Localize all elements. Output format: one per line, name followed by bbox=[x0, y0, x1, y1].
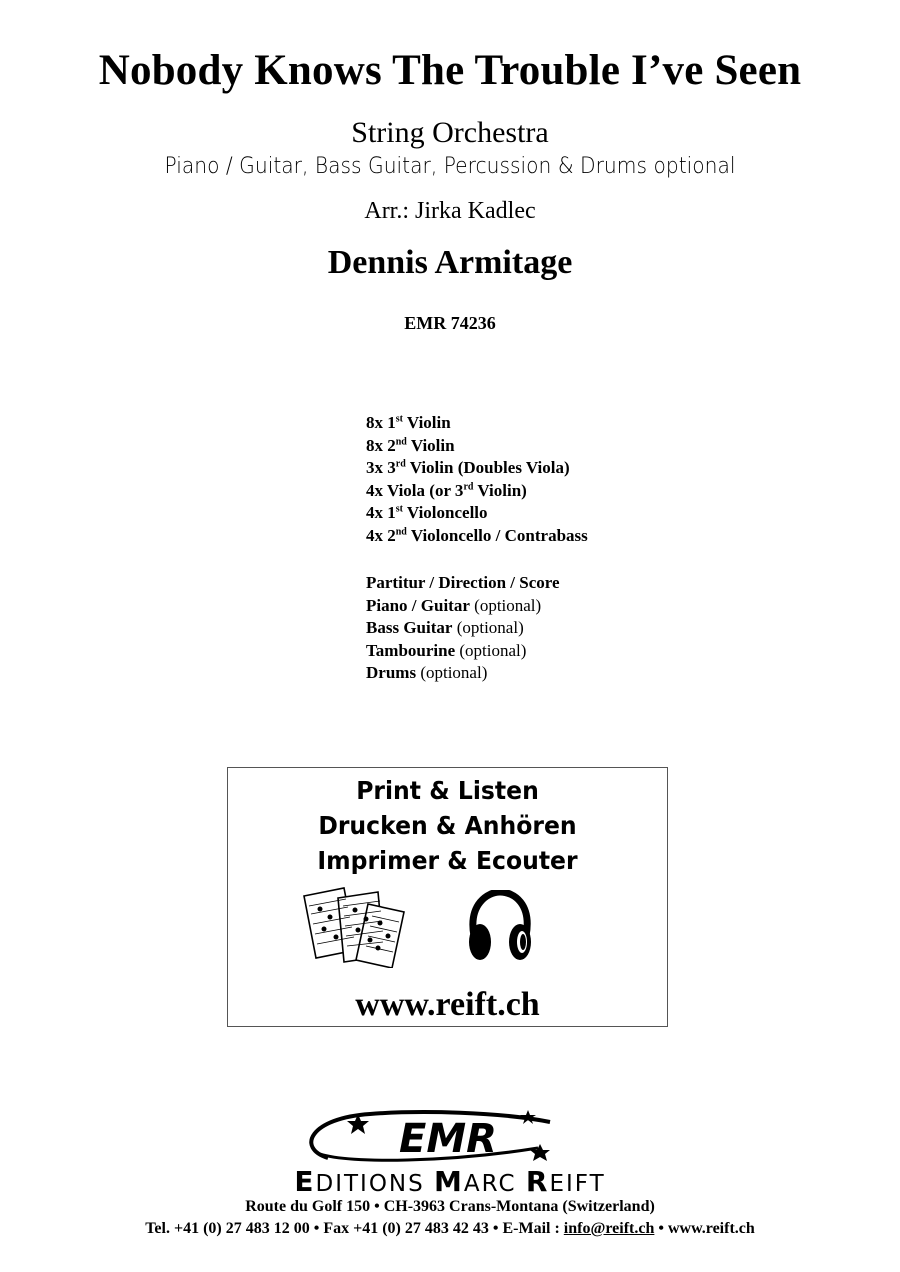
list-item: 4x 1st Violoncello bbox=[366, 503, 488, 522]
composer: Dennis Armitage bbox=[327, 244, 573, 281]
page-title: Nobody Knows The Trouble I’ve Seen bbox=[98, 47, 802, 94]
publisher-address: Route du Golf 150 • CH-3963 Crans-Montana (Switzerland) bbox=[245, 1198, 655, 1215]
publisher-contact: Tel. +41 (0) 27 483 12 00 • Fax +41 (0) 27 483 42 43 • E-Mail : info@reift.ch • www.reift.ch bbox=[145, 1220, 755, 1237]
svg-text:EMR: EMR bbox=[399, 1116, 497, 1162]
emr-logo bbox=[300, 1108, 600, 1166]
list-item: 4x 2nd Violoncello / Contrabass bbox=[366, 525, 588, 545]
list-item: Tambourine (optional) bbox=[366, 640, 527, 660]
subtitle: String Orchestra bbox=[351, 116, 549, 149]
list-item: 8x 2nd Violin bbox=[366, 435, 455, 455]
list-item: Drums (optional) bbox=[366, 663, 488, 682]
list-item: Partitur / Direction / Score bbox=[366, 573, 560, 592]
promo-line-fr: Imprimer & Ecouter bbox=[317, 846, 578, 875]
promo-line-de: Drucken & Anhören bbox=[318, 811, 577, 840]
list-item: 8x 1st Violin bbox=[366, 413, 451, 432]
promo-url[interactable]: www.reift.ch bbox=[355, 986, 540, 1023]
promo-line-en: Print & Listen bbox=[356, 776, 539, 805]
list-item: 4x Viola (or 3rd Violin) bbox=[366, 480, 527, 500]
headphones-icon bbox=[464, 890, 536, 966]
arranger: Arr.: Jirka Kadlec bbox=[364, 198, 536, 224]
sheet-music-icon bbox=[300, 886, 412, 968]
print-listen-box bbox=[227, 767, 668, 1027]
email-link[interactable]: info@reift.ch bbox=[563, 1220, 655, 1237]
catalog-number: EMR 74236 bbox=[404, 313, 496, 333]
extras-list bbox=[366, 572, 560, 685]
publisher-name: EDITIONS MARC REIFT bbox=[294, 1165, 606, 1198]
list-item: Piano / Guitar (optional) bbox=[366, 595, 542, 615]
list-item: Bass Guitar (optional) bbox=[366, 618, 524, 637]
list-item: 3x 3rd Violin (Doubles Viola) bbox=[366, 458, 570, 477]
parts-list bbox=[366, 412, 588, 547]
optional-instruments: Piano / Guitar, Bass Guitar, Percussion & Drums optional bbox=[164, 154, 736, 179]
